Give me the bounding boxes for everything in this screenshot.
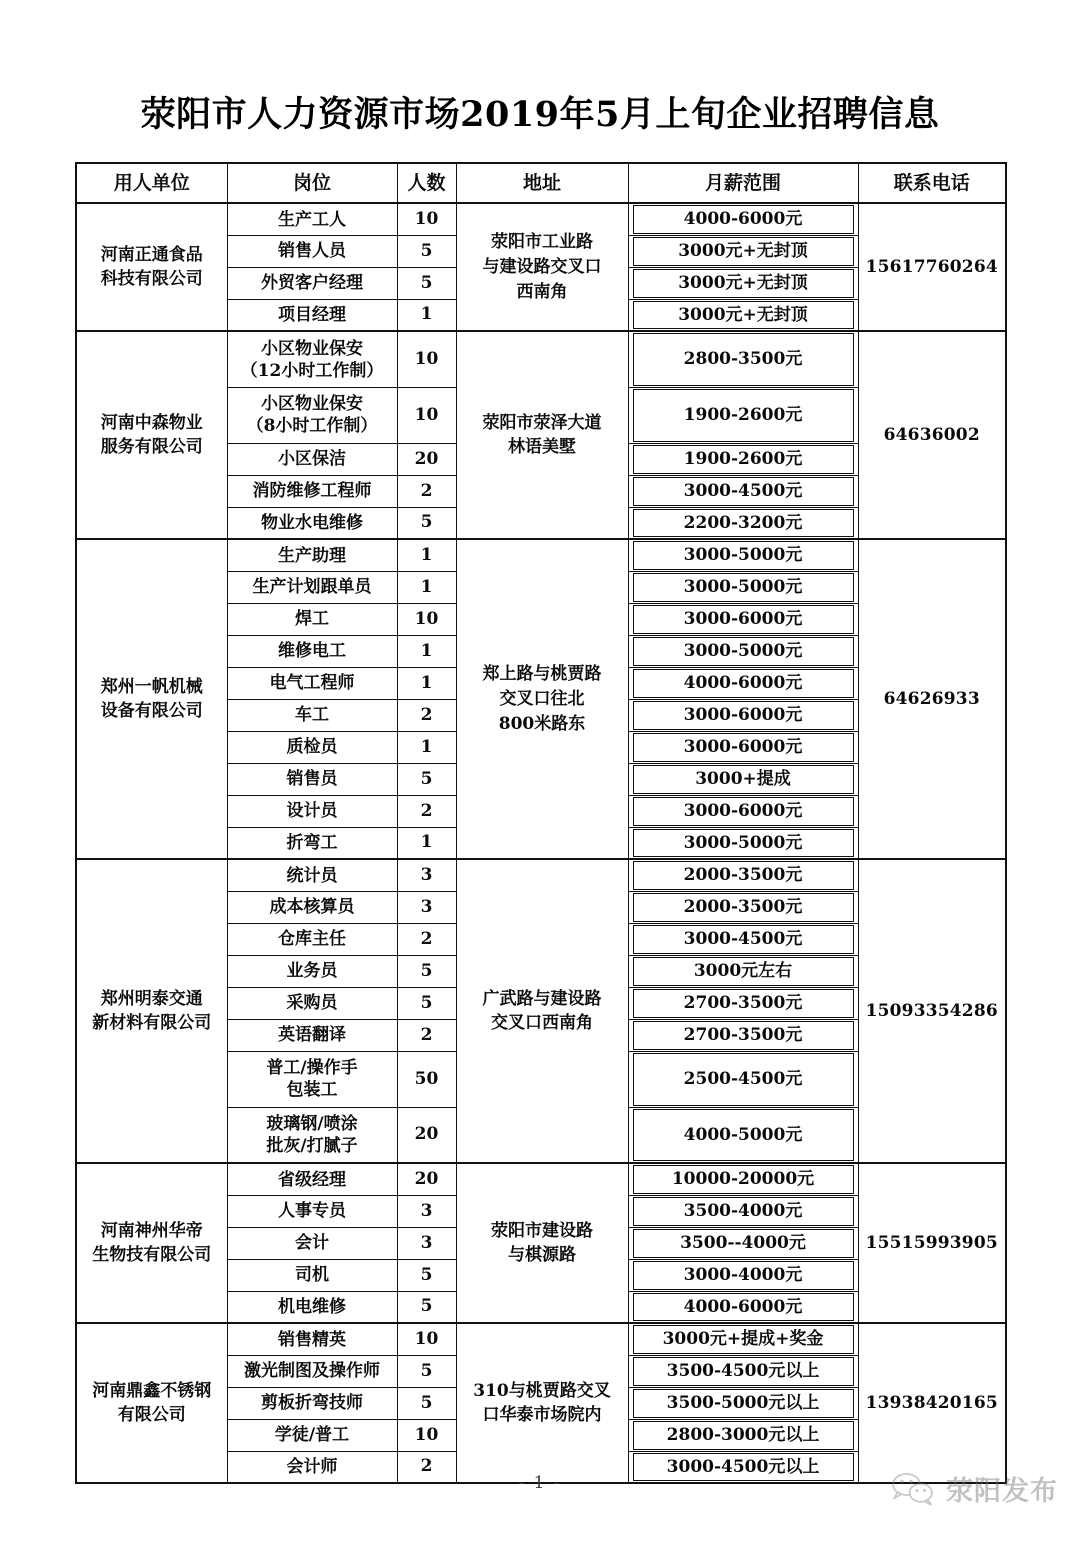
- salary-range-cell: [628, 923, 858, 955]
- address-line: 800米路东: [498, 713, 586, 734]
- recruitment-table: [75, 162, 1007, 1484]
- job-post-cell: [227, 331, 397, 387]
- salary-range-text: 3000-4500元: [633, 477, 854, 506]
- salary-range-cell: [628, 1259, 858, 1291]
- job-post-cell: 折弯工: [227, 827, 397, 859]
- table-header: [76, 163, 1006, 203]
- contact-phone-cell[interactable]: 64636002: [858, 331, 1006, 539]
- headcount-cell: 5: [397, 1355, 456, 1387]
- address-cell: [456, 203, 628, 331]
- salary-range-cell: [628, 1355, 858, 1387]
- salary-range-cell: [628, 267, 858, 299]
- table-row: [76, 203, 1006, 235]
- address-line: 荥阳市荥泽大道: [482, 412, 602, 433]
- job-post-cell: 统计员: [227, 859, 397, 891]
- company-name-line: 有限公司: [117, 1405, 186, 1426]
- job-post-cell: 电气工程师: [227, 667, 397, 699]
- job-post-cell: 英语翻译: [227, 1019, 397, 1051]
- job-post-cell: 销售员: [227, 763, 397, 795]
- job-post-line: 批灰/打腻子: [266, 1136, 358, 1157]
- headcount-cell: 1: [397, 731, 456, 763]
- address-line: 郑上路与桃贾路: [482, 664, 602, 685]
- company-name-cell: [76, 1163, 227, 1323]
- address-line: 交叉口往北: [499, 689, 585, 710]
- salary-range-text: 2700-3500元: [633, 989, 854, 1018]
- salary-range-cell: [628, 539, 858, 571]
- job-post-cell: 省级经理: [227, 1163, 397, 1195]
- salary-range-text: 3500-5000元以上: [633, 1389, 854, 1418]
- job-post-cell: 剪板折弯技师: [227, 1387, 397, 1419]
- page-number: - 1 -: [518, 1473, 562, 1494]
- salary-range-cell: [628, 635, 858, 667]
- job-post-cell: 会计: [227, 1227, 397, 1259]
- headcount-cell: 5: [397, 763, 456, 795]
- salary-range-cell: [628, 1387, 858, 1419]
- contact-phone-cell[interactable]: 15515993905: [858, 1163, 1006, 1323]
- address-cell: [456, 331, 628, 539]
- headcount-cell: 5: [397, 1259, 456, 1291]
- salary-range-text: 4000-6000元: [633, 205, 854, 234]
- column-header-address: 地址: [456, 163, 628, 203]
- company-name-cell: [76, 539, 227, 859]
- job-post-line: （8小时工作制）: [246, 416, 378, 437]
- headcount-cell: 2: [397, 1019, 456, 1051]
- address-line: 310与桃贾路交叉: [473, 1380, 611, 1401]
- contact-phone-cell[interactable]: 64626933: [858, 539, 1006, 859]
- job-post-line: 包装工: [286, 1080, 338, 1101]
- headcount-cell: 5: [397, 987, 456, 1019]
- headcount-cell: 10: [397, 387, 456, 443]
- salary-range-cell: [628, 1019, 858, 1051]
- salary-range-text: 2000-3500元: [633, 893, 854, 922]
- headcount-cell: 2: [397, 795, 456, 827]
- headcount-cell: 5: [397, 267, 456, 299]
- job-post-cell: 车工: [227, 699, 397, 731]
- company-name-cell: [76, 203, 227, 331]
- headcount-cell: 1: [397, 635, 456, 667]
- salary-range-text: 3000元+无封顶: [633, 301, 854, 330]
- job-post-cell: 成本核算员: [227, 891, 397, 923]
- company-name-line: 生物技有限公司: [92, 1245, 212, 1266]
- page-title: 荥阳市人力资源市场2019年5月上旬企业招聘信息: [140, 94, 940, 136]
- column-header-count: 人数: [397, 163, 456, 203]
- table-row: [76, 1163, 1006, 1195]
- job-post-cell: 生产助理: [227, 539, 397, 571]
- headcount-cell: 10: [397, 1323, 456, 1355]
- salary-range-text: 10000-20000元: [633, 1165, 854, 1194]
- salary-range-cell: [628, 731, 858, 763]
- headcount-cell: 10: [397, 331, 456, 387]
- salary-range-text: 1900-2600元: [633, 445, 854, 474]
- company-name-cell: [76, 859, 227, 1163]
- job-post-cell: 人事专员: [227, 1195, 397, 1227]
- salary-range-cell: [628, 891, 858, 923]
- job-post-cell: 物业水电维修: [227, 507, 397, 539]
- headcount-cell: 5: [397, 235, 456, 267]
- address-cell: [456, 859, 628, 1163]
- headcount-cell: 5: [397, 1387, 456, 1419]
- job-post-cell: 设计员: [227, 795, 397, 827]
- headcount-cell: 2: [397, 923, 456, 955]
- salary-range-text: 3000+提成: [633, 765, 854, 794]
- salary-range-cell: [628, 387, 858, 443]
- company-name-cell: [76, 331, 227, 539]
- headcount-cell: 20: [397, 1163, 456, 1195]
- salary-range-text: 4000-5000元: [633, 1109, 854, 1162]
- salary-range-text: 3000-4000元: [633, 1261, 854, 1290]
- job-post-cell: 维修电工: [227, 635, 397, 667]
- salary-range-cell: [628, 1227, 858, 1259]
- company-name-line: 服务有限公司: [100, 437, 203, 458]
- watermark: [890, 1469, 1058, 1508]
- company-name-cell: [76, 1323, 227, 1483]
- job-post-cell: 外贸客户经理: [227, 267, 397, 299]
- headcount-cell: 1: [397, 667, 456, 699]
- salary-range-cell: [628, 1051, 858, 1107]
- address-line: 与棋源路: [508, 1245, 576, 1266]
- salary-range-text: 2700-3500元: [633, 1021, 854, 1050]
- salary-range-text: 3000-6000元: [633, 701, 854, 730]
- salary-range-text: 3000-6000元: [633, 797, 854, 826]
- job-post-line: 小区物业保安: [261, 394, 363, 415]
- job-post-cell: 生产计划跟单员: [227, 571, 397, 603]
- headcount-cell: 3: [397, 1227, 456, 1259]
- salary-range-text: 3000-6000元: [633, 733, 854, 762]
- salary-range-cell: [628, 1323, 858, 1355]
- headcount-cell: 50: [397, 1051, 456, 1107]
- headcount-cell: 5: [397, 1291, 456, 1323]
- salary-range-text: 3000-5000元: [633, 829, 854, 858]
- salary-range-cell: [628, 795, 858, 827]
- salary-range-text: 3500-4500元以上: [633, 1357, 854, 1386]
- address-line: 与建设路交叉口: [482, 257, 602, 278]
- job-post-cell: [227, 387, 397, 443]
- job-post-line: （12小时工作制）: [240, 360, 384, 381]
- salary-range-text: 3000-4500元以上: [633, 1453, 854, 1482]
- salary-range-text: 2200-3200元: [633, 509, 854, 538]
- job-post-cell: 学徒/普工: [227, 1419, 397, 1451]
- table-header-row: [76, 163, 1006, 203]
- job-post-cell: 质检员: [227, 731, 397, 763]
- wechat-icon: [890, 1471, 938, 1507]
- salary-range-cell: [628, 763, 858, 795]
- headcount-cell: 1: [397, 571, 456, 603]
- salary-range-text: 2800-3500元: [633, 333, 854, 386]
- salary-range-cell: [628, 571, 858, 603]
- job-post-cell: 生产工人: [227, 203, 397, 235]
- headcount-cell: 5: [397, 955, 456, 987]
- headcount-cell: 1: [397, 299, 456, 331]
- salary-range-cell: [628, 827, 858, 859]
- salary-range-text: 3000-5000元: [633, 541, 854, 570]
- job-post-cell: 司机: [227, 1259, 397, 1291]
- job-post-line: 普工/操作手: [266, 1058, 358, 1079]
- address-line: 广武路与建设路: [482, 988, 602, 1009]
- recruitment-table-wrapper: [75, 162, 1005, 1484]
- headcount-cell: 2: [397, 475, 456, 507]
- address-line: 荥阳市工业路: [491, 232, 593, 253]
- salary-range-cell: [628, 507, 858, 539]
- headcount-cell: 20: [397, 443, 456, 475]
- salary-range-cell: [628, 667, 858, 699]
- headcount-cell: 3: [397, 891, 456, 923]
- salary-range-cell: [628, 203, 858, 235]
- address-cell: [456, 1323, 628, 1483]
- company-name-line: 郑州一帆机械: [100, 676, 203, 697]
- salary-range-text: 3000-5000元: [633, 573, 854, 602]
- job-post-cell: [227, 1107, 397, 1163]
- job-post-cell: 业务员: [227, 955, 397, 987]
- salary-range-cell: [628, 859, 858, 891]
- salary-range-cell: [628, 475, 858, 507]
- salary-range-cell: [628, 955, 858, 987]
- company-name-line: 河南中森物业: [100, 412, 203, 433]
- salary-range-text: 3500-4000元: [633, 1197, 854, 1226]
- job-post-cell: 销售精英: [227, 1323, 397, 1355]
- job-post-cell: 小区保洁: [227, 443, 397, 475]
- headcount-cell: 1: [397, 827, 456, 859]
- salary-range-text: 2500-4500元: [633, 1053, 854, 1106]
- job-post-cell: 机电维修: [227, 1291, 397, 1323]
- salary-range-text: 3000-4500元: [633, 925, 854, 954]
- company-name-line: 设备有限公司: [100, 701, 203, 722]
- table-row: [76, 859, 1006, 891]
- headcount-cell: 2: [397, 1451, 456, 1483]
- salary-range-cell: [628, 331, 858, 387]
- headcount-cell: 10: [397, 203, 456, 235]
- salary-range-text: 1900-2600元: [633, 389, 854, 442]
- salary-range-cell: [628, 299, 858, 331]
- salary-range-text: 2000-3500元: [633, 861, 854, 890]
- salary-range-cell: [628, 1163, 858, 1195]
- salary-range-text: 3500--4000元: [633, 1229, 854, 1258]
- table-row: [76, 331, 1006, 387]
- headcount-cell: 10: [397, 603, 456, 635]
- address-line: 林语美墅: [508, 437, 576, 458]
- job-post-line: 小区物业保安: [261, 338, 363, 359]
- job-post-cell: 采购员: [227, 987, 397, 1019]
- contact-phone-cell[interactable]: 13938420165: [858, 1323, 1006, 1483]
- column-header-phone: 联系电话: [858, 163, 1006, 203]
- salary-range-cell: [628, 1195, 858, 1227]
- salary-range-text: 3000元左右: [633, 957, 854, 986]
- contact-phone-cell[interactable]: 15093354286: [858, 859, 1006, 1163]
- job-post-line: 玻璃钢/喷涂: [266, 1114, 358, 1135]
- job-post-cell: 会计师: [227, 1451, 397, 1483]
- salary-range-text: 4000-6000元: [633, 669, 854, 698]
- address-line: 口华泰市场院内: [482, 1405, 602, 1426]
- table-body: [76, 203, 1006, 1483]
- job-post-cell: 激光制图及操作师: [227, 1355, 397, 1387]
- headcount-cell: 3: [397, 1195, 456, 1227]
- salary-range-cell: [628, 699, 858, 731]
- job-post-cell: 焊工: [227, 603, 397, 635]
- address-line: 荥阳市建设路: [491, 1220, 593, 1241]
- company-name-line: 河南神州华帝: [100, 1220, 203, 1241]
- salary-range-cell: [628, 1291, 858, 1323]
- watermark-text: 荥阳发布: [946, 1476, 1058, 1508]
- salary-range-text: 3000元+无封顶: [633, 269, 854, 298]
- headcount-cell: 1: [397, 539, 456, 571]
- table-row: [76, 1323, 1006, 1355]
- address-line: 交叉口西南角: [491, 1013, 593, 1034]
- headcount-cell: 20: [397, 1107, 456, 1163]
- headcount-cell: 3: [397, 859, 456, 891]
- contact-phone-cell[interactable]: 15617760264: [858, 203, 1006, 331]
- page-footer: [0, 1463, 1080, 1550]
- table-row: [76, 539, 1006, 571]
- address-cell: [456, 1163, 628, 1323]
- address-cell: [456, 539, 628, 859]
- address-line: 西南角: [516, 281, 568, 302]
- headcount-cell: 2: [397, 699, 456, 731]
- salary-range-cell: [628, 235, 858, 267]
- company-name-line: 科技有限公司: [100, 269, 203, 290]
- job-post-cell: 销售人员: [227, 235, 397, 267]
- job-post-cell: 消防维修工程师: [227, 475, 397, 507]
- salary-range-cell: [628, 443, 858, 475]
- company-name-line: 新材料有限公司: [92, 1013, 212, 1034]
- column-header-salary: 月薪范围: [628, 163, 858, 203]
- document-page: [0, 23, 1080, 1550]
- column-header-post: 岗位: [227, 163, 397, 203]
- salary-range-cell: [628, 987, 858, 1019]
- salary-range-text: 3000-6000元: [633, 605, 854, 634]
- company-name-line: 郑州明泰交通: [100, 988, 203, 1009]
- salary-range-cell: [628, 1419, 858, 1451]
- salary-range-text: 3000-5000元: [633, 637, 854, 666]
- company-name-line: 河南正通食品: [100, 244, 203, 265]
- headcount-cell: 10: [397, 1419, 456, 1451]
- salary-range-cell: [628, 1107, 858, 1163]
- salary-range-text: 3000元+无封顶: [633, 237, 854, 266]
- salary-range-cell: [628, 603, 858, 635]
- headcount-cell: 5: [397, 507, 456, 539]
- salary-range-text: 4000-6000元: [633, 1293, 854, 1322]
- job-post-cell: [227, 1051, 397, 1107]
- salary-range-text: 2800-3000元以上: [633, 1421, 854, 1450]
- salary-range-text: 3000元+提成+奖金: [633, 1325, 854, 1354]
- job-post-cell: 项目经理: [227, 299, 397, 331]
- company-name-line: 河南鼎鑫不锈钢: [92, 1380, 212, 1401]
- job-post-cell: 仓库主任: [227, 923, 397, 955]
- column-header-company: 用人单位: [76, 163, 227, 203]
